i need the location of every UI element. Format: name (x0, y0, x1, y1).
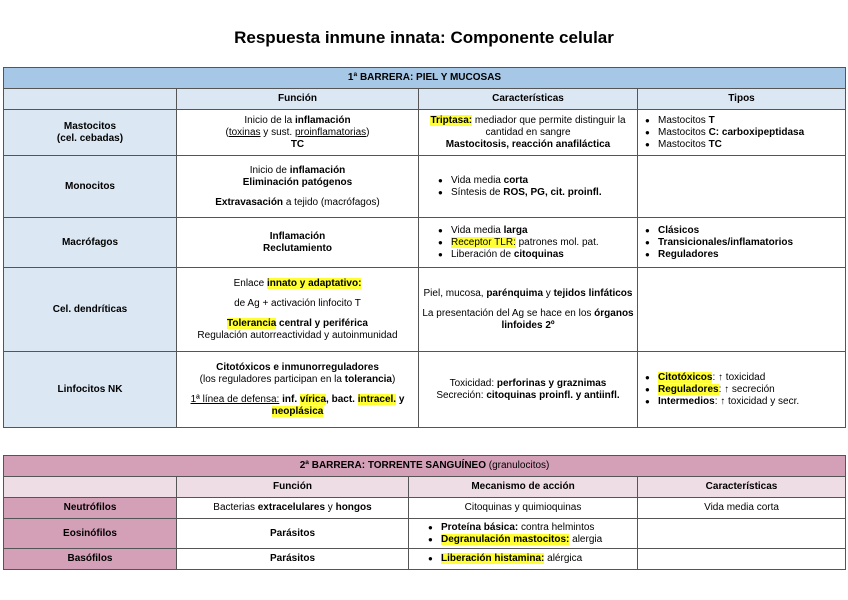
table-row (4, 268, 846, 352)
row-label-eosinofilos: Eosinófilos (4, 519, 177, 549)
list-item: ● Mastocitos T (658, 115, 843, 127)
row-label-neutrofilos: Neutrófilos (4, 498, 177, 519)
table-row (4, 549, 846, 570)
neutrofilos-caracteristicas: Vida media corta (638, 498, 846, 519)
barrier1-header: 1ª BARRERA: PIEL Y MUCOSAS (4, 68, 846, 89)
eosinofilos-mecanismo (409, 519, 638, 549)
table-row (4, 218, 846, 268)
list-item: ● Vida media corta (451, 175, 635, 187)
row-label-nk: Linfocitos NK (4, 352, 177, 428)
list-item: ● Mastocitos TC (658, 139, 843, 151)
list-item: ● Reguladores (658, 249, 843, 261)
barrier2-header: 2ª BARRERA: TORRENTE SANGUÍNEO (granulocitos) (4, 456, 846, 477)
basofilos-funcion: Parásitos (177, 549, 409, 570)
row-label-dendriticas: Cel. dendríticas (4, 268, 177, 352)
row-label-macrofagos: Macrófagos (4, 218, 177, 268)
list-item: ● Mastocitos C: carboxipeptidasa (658, 127, 843, 139)
table-row (4, 519, 846, 549)
row-label-mastocitos: Mastocitos (cel. cebadas) (4, 110, 177, 156)
list-item: ● Transicionales/inflamatorios (658, 237, 843, 249)
table-row (4, 110, 846, 156)
list-item: ● Liberación de citoquinas (451, 249, 635, 261)
col-tipos: Tipos (638, 89, 846, 110)
list-item: ● Clásicos (658, 225, 843, 237)
monocitos-caracteristicas (419, 156, 638, 218)
macrofagos-funcion: Inflamación Reclutamiento (177, 218, 419, 268)
eosinofilos-caracteristicas (638, 519, 846, 549)
row-label-basofilos: Basófilos (4, 549, 177, 570)
basofilos-caracteristicas (638, 549, 846, 570)
barrier1-table (3, 67, 846, 428)
macrofagos-caracteristicas (419, 218, 638, 268)
col-mecanismo: Mecanismo de acción (409, 477, 638, 498)
nk-funcion: Citotóxicos e inmunorreguladores (los reguladores participan en la tolerancia) 1ª línea de defensa: inf. vírica, bact. intracel. y neoplásica (177, 352, 419, 428)
monocitos-funcion: Inicio de inflamación Eliminación patógenos Extravasación a tejido (macrófagos) (177, 156, 419, 218)
list-item: ● Proteína básica: contra helmintos (441, 522, 635, 534)
mastocitos-caracteristicas: Triptasa: mediador que permite distinguir la cantidad en sangre Mastocitosis, reacción anafiláctica (419, 110, 638, 156)
dendriticas-caracteristicas: Piel, mucosa, parénquima y tejidos linfáticos La presentación del Ag se hace en los órganos linfoides 2º (419, 268, 638, 352)
list-item: ● Liberación histamina: alérgica (441, 553, 635, 565)
col-funcion: Función (177, 89, 419, 110)
col-caracteristicas: Características (419, 89, 638, 110)
corner-cell (4, 477, 177, 498)
table-row (4, 352, 846, 428)
neutrofilos-funcion: Bacterias extracelulares y hongos (177, 498, 409, 519)
basofilos-mecanismo (409, 549, 638, 570)
list-item: ● Reguladores: ↑ secreción (658, 384, 843, 396)
col-funcion: Función (177, 477, 409, 498)
page-title: Respuesta inmune innata: Componente celular (234, 28, 614, 47)
nk-tipos (638, 352, 846, 428)
col-caracteristicas: Características (638, 477, 846, 498)
table-row (4, 498, 846, 519)
list-item: ● Intermedios: ↑ toxicidad y secr. (658, 396, 843, 408)
table-row (4, 156, 846, 218)
row-label-monocitos: Monocitos (4, 156, 177, 218)
corner-cell (4, 89, 177, 110)
list-item: ● Degranulación mastocitos: alergia (441, 534, 635, 546)
monocitos-tipos (638, 156, 846, 218)
neutrofilos-mecanismo: Citoquinas y quimioquinas (409, 498, 638, 519)
list-item: ● Citotóxicos: ↑ toxicidad (658, 372, 843, 384)
eosinofilos-funcion: Parásitos (177, 519, 409, 549)
dendriticas-tipos (638, 268, 846, 352)
nk-caracteristicas: Toxicidad: perforinas y graznimas Secreción: citoquinas proinfl. y antiinfl. (419, 352, 638, 428)
mastocitos-tipos (638, 110, 846, 156)
list-item: ● Receptor TLR: patrones mol. pat. (451, 237, 635, 249)
dendriticas-funcion: Enlace innato y adaptativo: de Ag + activación linfocito T Tolerancia central y periférica Regulación autorreactividad y autoinmunidad (177, 268, 419, 352)
list-item: ● Vida media larga (451, 225, 635, 237)
mastocitos-funcion: Inicio de la inflamación (toxinas y sust. proinflamatorias) TC (177, 110, 419, 156)
list-item: ● Síntesis de ROS, PG, cit. proinfl. (451, 187, 635, 199)
macrofagos-tipos (638, 218, 846, 268)
barrier2-table (3, 455, 846, 570)
